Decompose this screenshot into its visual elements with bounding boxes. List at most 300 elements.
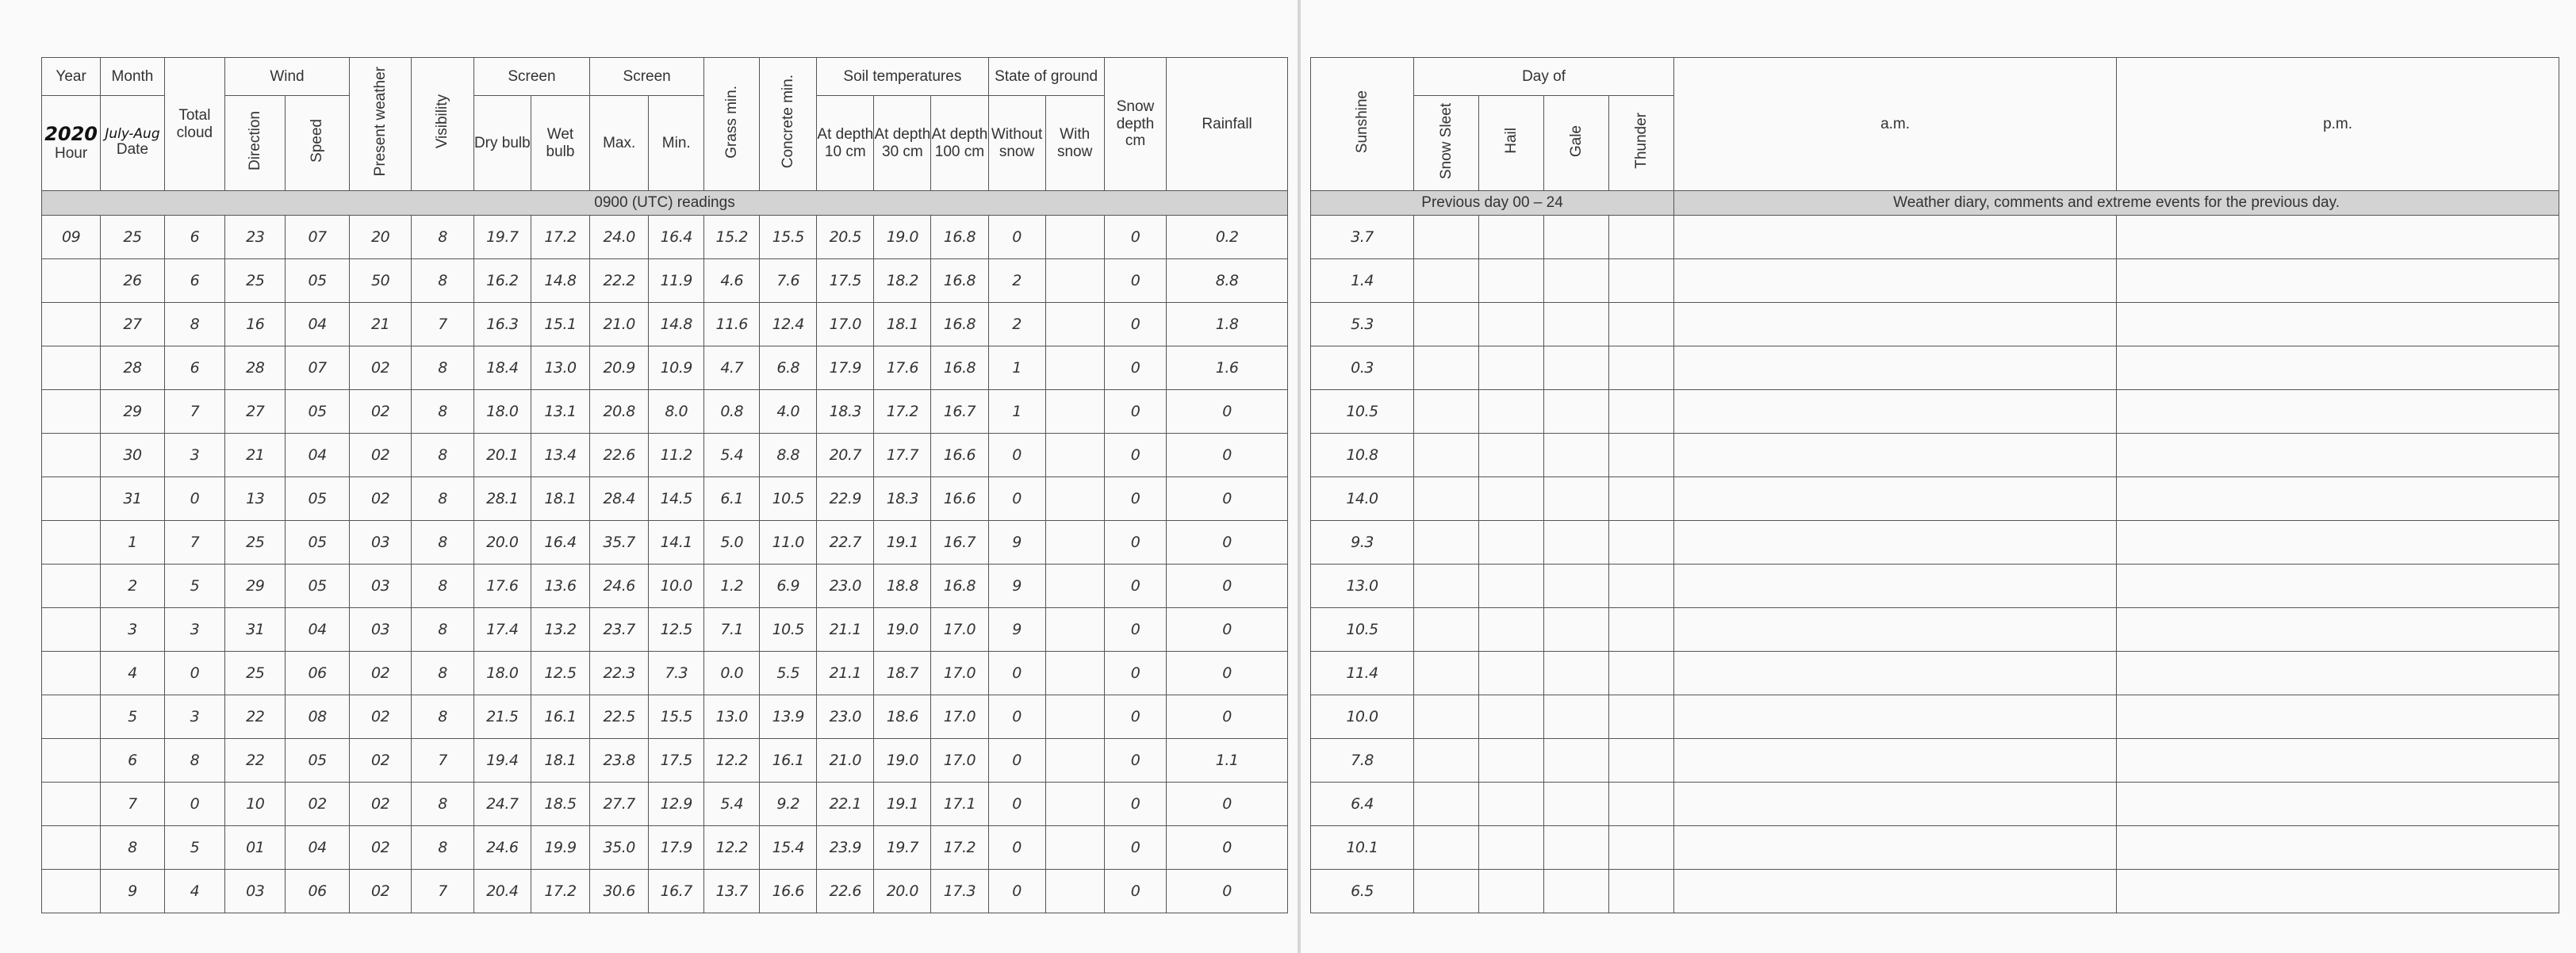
soil-30cm-cell: 17.7 <box>874 434 931 477</box>
date-cell: 7 <box>101 783 165 826</box>
soil-10cm-cell: 22.6 <box>817 870 874 913</box>
rainfall-cell: 0 <box>1167 521 1288 565</box>
visibility-cell: 8 <box>412 695 473 739</box>
visibility-cell: 7 <box>412 870 473 913</box>
soil-30cm-cell: 19.0 <box>874 608 931 652</box>
min-temp-cell: 11.9 <box>649 259 704 303</box>
date-cell: 9 <box>101 870 165 913</box>
snow-depth-cell: 0 <box>1104 477 1166 521</box>
total-cloud-cell: 6 <box>164 346 224 390</box>
snow-sleet-cell <box>1414 259 1479 303</box>
soil-100cm-cell: 17.1 <box>931 783 988 826</box>
gale-cell <box>1544 346 1609 390</box>
grass-min-cell: 13.0 <box>704 695 760 739</box>
pm-diary-cell <box>2117 652 2559 695</box>
visibility-cell: 8 <box>412 216 473 259</box>
hour-cell <box>42 565 101 608</box>
hour-cell <box>42 259 101 303</box>
soil-10cm-cell: 17.5 <box>817 259 874 303</box>
hour-cell <box>42 303 101 346</box>
rainfall-cell: 0 <box>1167 434 1288 477</box>
rainfall-cell: 0 <box>1167 783 1288 826</box>
wind-speed-cell: 05 <box>286 521 350 565</box>
present-weather-cell: 02 <box>349 477 411 521</box>
min-temp-cell: 14.1 <box>649 521 704 565</box>
pm-diary-cell <box>2117 739 2559 783</box>
wet-bulb-cell: 13.4 <box>531 434 589 477</box>
rainfall-cell: 0 <box>1167 565 1288 608</box>
wind-speed-cell: 08 <box>286 695 350 739</box>
with-snow-cell <box>1045 652 1104 695</box>
grass-min-cell: 4.6 <box>704 259 760 303</box>
snow-depth-cell: 0 <box>1104 390 1166 434</box>
soil-30cm-cell: 19.0 <box>874 739 931 783</box>
wet-bulb-cell: 16.4 <box>531 521 589 565</box>
soil-10cm-cell: 21.1 <box>817 652 874 695</box>
wet-bulb-cell: 17.2 <box>531 216 589 259</box>
soil-10cm-cell: 23.9 <box>817 826 874 870</box>
wet-bulb-cell: 14.8 <box>531 259 589 303</box>
rainfall-cell: 0 <box>1167 608 1288 652</box>
pm-diary-cell <box>2117 434 2559 477</box>
visibility-cell: 8 <box>412 608 473 652</box>
sunshine-cell: 3.7 <box>1311 216 1414 259</box>
hour-cell <box>42 346 101 390</box>
with-snow-cell <box>1045 695 1104 739</box>
soil-100cm-cell: 16.7 <box>931 390 988 434</box>
total-cloud-header: Total cloud <box>164 58 224 191</box>
table-row <box>42 303 1288 346</box>
snow-sleet-cell <box>1414 783 1479 826</box>
soil-30cm-cell: 19.7 <box>874 826 931 870</box>
hail-cell <box>1479 695 1544 739</box>
rainfall-cell: 0 <box>1167 870 1288 913</box>
gale-cell <box>1544 390 1609 434</box>
grass-min-cell: 13.7 <box>704 870 760 913</box>
wet-bulb-header: Wet bulb <box>531 96 589 191</box>
snow-sleet-cell <box>1414 565 1479 608</box>
total-cloud-cell: 7 <box>164 390 224 434</box>
state-of-ground-header: State of ground <box>988 58 1104 96</box>
gale-cell <box>1544 739 1609 783</box>
snow-sleet-cell <box>1414 346 1479 390</box>
without-snow-cell: 0 <box>988 783 1045 826</box>
pm-diary-cell <box>2117 390 2559 434</box>
concrete-min-cell: 7.6 <box>760 259 817 303</box>
with-snow-cell <box>1045 346 1104 390</box>
wind-direction-cell: 13 <box>225 477 286 521</box>
present-weather-cell: 02 <box>349 826 411 870</box>
present-weather-cell: 21 <box>349 303 411 346</box>
total-cloud-cell: 0 <box>164 783 224 826</box>
year-header: Year <box>42 58 101 96</box>
rainfall-cell: 1.6 <box>1167 346 1288 390</box>
soil-100cm-cell: 16.8 <box>931 259 988 303</box>
concrete-min-cell: 13.9 <box>760 695 817 739</box>
gale-cell <box>1544 870 1609 913</box>
date-cell: 6 <box>101 739 165 783</box>
concrete-min-cell: 10.5 <box>760 608 817 652</box>
wet-bulb-cell: 18.5 <box>531 783 589 826</box>
hour-cell <box>42 434 101 477</box>
concrete-min-cell: 10.5 <box>760 477 817 521</box>
max-temp-cell: 23.8 <box>590 739 649 783</box>
snow-sleet-cell <box>1414 521 1479 565</box>
rainfall-cell: 0 <box>1167 477 1288 521</box>
sunshine-cell: 1.4 <box>1311 259 1414 303</box>
max-temp-cell: 27.7 <box>590 783 649 826</box>
table-row <box>42 477 1288 521</box>
pm-diary-cell <box>2117 695 2559 739</box>
thunder-cell <box>1609 303 1674 346</box>
thunder-cell <box>1609 652 1674 695</box>
soil-30cm-cell: 19.1 <box>874 783 931 826</box>
thunder-cell <box>1609 434 1674 477</box>
hail-cell <box>1479 608 1544 652</box>
without-snow-header: Without snow <box>988 96 1045 191</box>
snow-sleet-cell <box>1414 216 1479 259</box>
dry-bulb-cell: 20.0 <box>473 521 531 565</box>
grass-min-cell: 0.8 <box>704 390 760 434</box>
present-weather-cell: 02 <box>349 870 411 913</box>
speed-header: Speed <box>286 96 350 191</box>
snow-depth-cell: 0 <box>1104 216 1166 259</box>
min-temp-cell: 17.9 <box>649 826 704 870</box>
max-temp-cell: 22.6 <box>590 434 649 477</box>
diary-row <box>1311 565 2559 608</box>
without-snow-cell: 0 <box>988 477 1045 521</box>
gale-cell <box>1544 826 1609 870</box>
am-diary-cell <box>1674 216 2117 259</box>
grass-min-cell: 12.2 <box>704 826 760 870</box>
soil-10cm-cell: 21.0 <box>817 739 874 783</box>
present-weather-cell: 02 <box>349 346 411 390</box>
concrete-min-cell: 6.8 <box>760 346 817 390</box>
month-header: Month <box>101 58 165 96</box>
snow-sleet-cell <box>1414 434 1479 477</box>
min-temp-cell: 16.7 <box>649 870 704 913</box>
total-cloud-cell: 5 <box>164 565 224 608</box>
table-row <box>42 870 1288 913</box>
diary-table <box>1310 57 2559 913</box>
table-row <box>42 695 1288 739</box>
visibility-cell: 8 <box>412 390 473 434</box>
without-snow-cell: 9 <box>988 565 1045 608</box>
wind-speed-cell: 05 <box>286 739 350 783</box>
concrete-min-cell: 16.6 <box>760 870 817 913</box>
wet-bulb-cell: 13.1 <box>531 390 589 434</box>
thunder-cell <box>1609 565 1674 608</box>
total-cloud-cell: 8 <box>164 739 224 783</box>
date-cell: 5 <box>101 695 165 739</box>
am-diary-cell <box>1674 826 2117 870</box>
min-temp-cell: 16.4 <box>649 216 704 259</box>
sunshine-cell: 10.5 <box>1311 390 1414 434</box>
max-temp-cell: 30.6 <box>590 870 649 913</box>
hour-cell <box>42 739 101 783</box>
min-temp-cell: 15.5 <box>649 695 704 739</box>
without-snow-cell: 0 <box>988 652 1045 695</box>
min-header: Min. <box>649 96 704 191</box>
hour-cell <box>42 521 101 565</box>
gale-cell <box>1544 477 1609 521</box>
thunder-cell <box>1609 216 1674 259</box>
sunshine-cell: 11.4 <box>1311 652 1414 695</box>
without-snow-cell: 0 <box>988 216 1045 259</box>
observation-table <box>41 57 1288 913</box>
gale-cell <box>1544 783 1609 826</box>
am-diary-cell <box>1674 346 2117 390</box>
wind-direction-cell: 03 <box>225 870 286 913</box>
visibility-cell: 8 <box>412 521 473 565</box>
concrete-min-cell: 12.4 <box>760 303 817 346</box>
max-temp-cell: 35.7 <box>590 521 649 565</box>
am-header: a.m. <box>1674 58 2117 191</box>
wind-speed-cell: 05 <box>286 390 350 434</box>
snow-sleet-cell <box>1414 870 1479 913</box>
wet-bulb-cell: 18.1 <box>531 739 589 783</box>
soil-10cm-cell: 22.7 <box>817 521 874 565</box>
without-snow-cell: 0 <box>988 739 1045 783</box>
grass-min-cell: 5.4 <box>704 783 760 826</box>
soil-10cm-cell: 22.9 <box>817 477 874 521</box>
without-snow-cell: 1 <box>988 346 1045 390</box>
gale-cell <box>1544 521 1609 565</box>
diary-band: Weather diary, comments and extreme events for the previous day. <box>1674 191 2559 216</box>
soil-100cm-cell: 17.0 <box>931 608 988 652</box>
wind-speed-cell: 07 <box>286 216 350 259</box>
with-snow-cell <box>1045 259 1104 303</box>
table-row <box>42 739 1288 783</box>
date-cell: 1 <box>101 521 165 565</box>
present-weather-cell: 03 <box>349 565 411 608</box>
wind-speed-cell: 05 <box>286 259 350 303</box>
sunshine-cell: 10.5 <box>1311 608 1414 652</box>
wind-direction-cell: 25 <box>225 521 286 565</box>
thunder-cell <box>1609 521 1674 565</box>
hour-cell <box>42 783 101 826</box>
grass-min-cell: 4.7 <box>704 346 760 390</box>
wind-direction-cell: 25 <box>225 652 286 695</box>
present-weather-cell: 20 <box>349 216 411 259</box>
with-snow-cell <box>1045 783 1104 826</box>
soil-100cm-cell: 16.6 <box>931 477 988 521</box>
sunshine-cell: 10.1 <box>1311 826 1414 870</box>
hour-cell <box>42 390 101 434</box>
sunshine-cell: 0.3 <box>1311 346 1414 390</box>
max-temp-cell: 35.0 <box>590 826 649 870</box>
max-temp-cell: 23.7 <box>590 608 649 652</box>
wet-bulb-cell: 13.2 <box>531 608 589 652</box>
soil-30cm-cell: 17.6 <box>874 346 931 390</box>
dry-bulb-cell: 28.1 <box>473 477 531 521</box>
snow-depth-cell: 0 <box>1104 826 1166 870</box>
visibility-cell: 8 <box>412 826 473 870</box>
date-cell: 2 <box>101 565 165 608</box>
present-weather-cell: 02 <box>349 695 411 739</box>
total-cloud-cell: 6 <box>164 216 224 259</box>
screen-header-2: Screen <box>590 58 704 96</box>
min-temp-cell: 8.0 <box>649 390 704 434</box>
wet-bulb-cell: 18.1 <box>531 477 589 521</box>
snow-depth-cell: 0 <box>1104 870 1166 913</box>
am-diary-cell <box>1674 695 2117 739</box>
am-diary-cell <box>1674 783 2117 826</box>
sunshine-cell: 6.4 <box>1311 783 1414 826</box>
snow-depth-cell: 0 <box>1104 346 1166 390</box>
max-temp-cell: 21.0 <box>590 303 649 346</box>
without-snow-cell: 1 <box>988 390 1045 434</box>
rainfall-cell: 0 <box>1167 390 1288 434</box>
pm-header: p.m. <box>2117 58 2559 191</box>
wet-bulb-cell: 13.0 <box>531 346 589 390</box>
diary-row <box>1311 477 2559 521</box>
pm-diary-cell <box>2117 870 2559 913</box>
snow-depth-cell: 0 <box>1104 565 1166 608</box>
soil-100cm-header: At depth 100 cm <box>931 96 988 191</box>
soil-100cm-cell: 17.0 <box>931 695 988 739</box>
with-snow-cell <box>1045 521 1104 565</box>
with-snow-header: With snow <box>1045 96 1104 191</box>
max-header: Max. <box>590 96 649 191</box>
pm-diary-cell <box>2117 216 2559 259</box>
pm-diary-cell <box>2117 521 2559 565</box>
max-temp-cell: 24.6 <box>590 565 649 608</box>
gale-cell <box>1544 695 1609 739</box>
present-weather-cell: 50 <box>349 259 411 303</box>
soil-100cm-cell: 16.6 <box>931 434 988 477</box>
rainfall-cell: 0.2 <box>1167 216 1288 259</box>
soil-10cm-cell: 21.1 <box>817 608 874 652</box>
rainfall-header: Rainfall <box>1167 58 1288 191</box>
snow-depth-cell: 0 <box>1104 521 1166 565</box>
snow-sleet-cell <box>1414 652 1479 695</box>
pm-diary-cell <box>2117 783 2559 826</box>
wind-direction-cell: 27 <box>225 390 286 434</box>
hail-cell <box>1479 390 1544 434</box>
date-cell: 8 <box>101 826 165 870</box>
snow-sleet-header: Snow Sleet <box>1414 96 1479 191</box>
dry-bulb-cell: 20.1 <box>473 434 531 477</box>
visibility-cell: 7 <box>412 739 473 783</box>
am-diary-cell <box>1674 434 2117 477</box>
hail-cell <box>1479 652 1544 695</box>
snow-depth-cell: 0 <box>1104 783 1166 826</box>
thunder-cell <box>1609 870 1674 913</box>
gale-cell <box>1544 652 1609 695</box>
with-snow-cell <box>1045 826 1104 870</box>
wind-direction-cell: 22 <box>225 695 286 739</box>
soil-30cm-cell: 18.8 <box>874 565 931 608</box>
present-weather-cell: 02 <box>349 783 411 826</box>
min-temp-cell: 7.3 <box>649 652 704 695</box>
snow-sleet-cell <box>1414 303 1479 346</box>
total-cloud-cell: 8 <box>164 303 224 346</box>
with-snow-cell <box>1045 565 1104 608</box>
pm-diary-cell <box>2117 346 2559 390</box>
grass-min-cell: 1.2 <box>704 565 760 608</box>
thunder-cell <box>1609 477 1674 521</box>
soil-30cm-cell: 18.6 <box>874 695 931 739</box>
present-weather-cell: 02 <box>349 652 411 695</box>
date-cell: 27 <box>101 303 165 346</box>
with-snow-cell <box>1045 216 1104 259</box>
rainfall-cell: 0 <box>1167 826 1288 870</box>
total-cloud-cell: 7 <box>164 521 224 565</box>
direction-header: Direction <box>225 96 286 191</box>
min-temp-cell: 10.0 <box>649 565 704 608</box>
concrete-min-cell: 5.5 <box>760 652 817 695</box>
soil-100cm-cell: 17.2 <box>931 826 988 870</box>
hour-cell <box>42 826 101 870</box>
sunshine-cell: 6.5 <box>1311 870 1414 913</box>
without-snow-cell: 2 <box>988 259 1045 303</box>
soil-10cm-cell: 18.3 <box>817 390 874 434</box>
soil-30cm-cell: 17.2 <box>874 390 931 434</box>
dry-bulb-cell: 19.4 <box>473 739 531 783</box>
diary-row <box>1311 216 2559 259</box>
pm-diary-cell <box>2117 259 2559 303</box>
hail-cell <box>1479 303 1544 346</box>
wind-header: Wind <box>225 58 350 96</box>
hail-cell <box>1479 346 1544 390</box>
soil-10cm-cell: 20.7 <box>817 434 874 477</box>
snow-sleet-cell <box>1414 608 1479 652</box>
thunder-cell <box>1609 259 1674 303</box>
soil-30cm-cell: 19.1 <box>874 521 931 565</box>
table-row <box>42 521 1288 565</box>
table-row <box>42 434 1288 477</box>
total-cloud-cell: 5 <box>164 826 224 870</box>
am-diary-cell <box>1674 259 2117 303</box>
snow-depth-cell: 0 <box>1104 434 1166 477</box>
rainfall-cell: 0 <box>1167 695 1288 739</box>
am-diary-cell <box>1674 652 2117 695</box>
rainfall-cell: 0 <box>1167 652 1288 695</box>
with-snow-cell <box>1045 870 1104 913</box>
am-diary-cell <box>1674 521 2117 565</box>
dry-bulb-header: Dry bulb <box>473 96 531 191</box>
date-cell: 25 <box>101 216 165 259</box>
soil-100cm-cell: 17.0 <box>931 739 988 783</box>
wind-speed-cell: 04 <box>286 434 350 477</box>
visibility-cell: 8 <box>412 346 473 390</box>
without-snow-cell: 0 <box>988 826 1045 870</box>
am-diary-cell <box>1674 739 2117 783</box>
grass-min-cell: 11.6 <box>704 303 760 346</box>
present-weather-header: Present weather <box>349 58 411 191</box>
hail-cell <box>1479 565 1544 608</box>
max-temp-cell: 22.3 <box>590 652 649 695</box>
sunshine-cell: 7.8 <box>1311 739 1414 783</box>
rainfall-cell: 1.8 <box>1167 303 1288 346</box>
concrete-min-cell: 9.2 <box>760 783 817 826</box>
gale-cell <box>1544 565 1609 608</box>
thunder-cell <box>1609 608 1674 652</box>
day-of-header: Day of <box>1414 58 1674 96</box>
dry-bulb-cell: 16.2 <box>473 259 531 303</box>
gale-cell <box>1544 608 1609 652</box>
wind-direction-cell: 31 <box>225 608 286 652</box>
dry-bulb-cell: 21.5 <box>473 695 531 739</box>
readings-band: 0900 (UTC) readings <box>42 191 1288 216</box>
grass-min-cell: 12.2 <box>704 739 760 783</box>
soil-100cm-cell: 16.8 <box>931 303 988 346</box>
snow-depth-cell: 0 <box>1104 259 1166 303</box>
gale-cell <box>1544 303 1609 346</box>
table-row <box>42 608 1288 652</box>
with-snow-cell <box>1045 477 1104 521</box>
